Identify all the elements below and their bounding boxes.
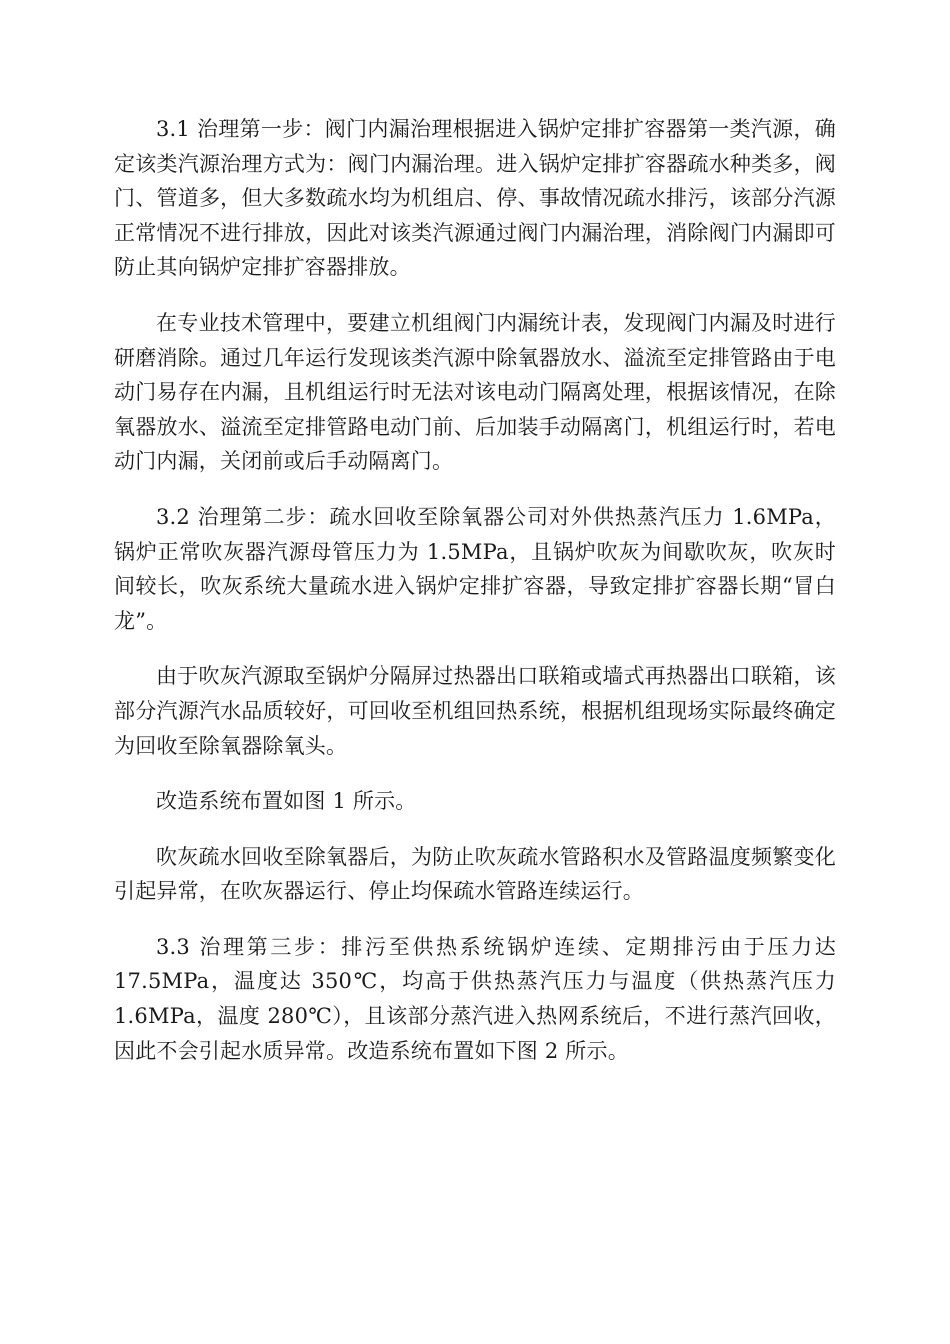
document-body [114,112,836,1089]
paragraph-3-2-step-two: 3.2 治理第二步：疏水回收至除氧器公司对外供热蒸汽压力 1.6MPa，锅炉正常吹灰器汽源母管压力为 1.5MPa，且锅炉吹灰为间歇吹灰，吹灰时间较长，吹灰系统大量疏水进入锅炉定排扩容器，导致定排扩容器长期“冒白龙”。 [114,504,836,633]
paragraph-3-3-step-three: 3.3 治理第三步：排污至供热系统锅炉连续、定期排污由于压力达 17.5MPa，温度达 350℃，均高于供热蒸汽压力与温度（供热蒸汽压力 1.6MPa，温度 280℃），且该部分蒸汽进入热网系统后，不进行蒸汽回收，因此不会引起水质异常。改造系统布置如下图 2 所示。 [114,934,836,1063]
paragraph-valve-leak-management: 在专业技术管理中，要建立机组阀门内漏统计表，发现阀门内漏及时进行研磨消除。通过几年运行发现该类汽源中除氧器放水、溢流至定排管路由于电动门易存在内漏，且机组运行时无法对该电动门隔离处理，根据该情况，在除氧器放水、溢流至定排管路电动门前、后加装手动隔离门，机组运行时，若电动门内漏，关闭前或后手动隔离门。 [114,310,836,474]
paragraph-figure-1-reference: 改造系统布置如图 1 所示。 [156,789,417,814]
paragraph-3-1-step-one: 3.1 治理第一步：阀门内漏治理根据进入锅炉定排扩容器第一类汽源，确定该类汽源治理方式为：阀门内漏治理。进入锅炉定排扩容器疏水种类多，阀门、管道多，但大多数疏水均为机组启、停、事故情况疏水排污，该部分汽源正常情况不进行排放，因此对该类汽源通过阀门内漏治理，消除阀门内漏即可防止其向锅炉定排扩容器排放。 [114,117,836,280]
paragraph-drain-recovery-operation: 吹灰疏水回收至除氧器后，为防止吹灰疏水管路积水及管路温度频繁变化引起异常，在吹灰器运行、停止均保疏水管路连续运行。 [114,844,836,904]
paragraph-sootblower-steam-source: 由于吹灰汽源取至锅炉分隔屏过热器出口联箱或墙式再热器出口联箱，该部分汽源汽水品质较好，可回收至机组回热系统，根据机组现场实际最终确定为回收至除氧器除氧头。 [114,664,836,758]
